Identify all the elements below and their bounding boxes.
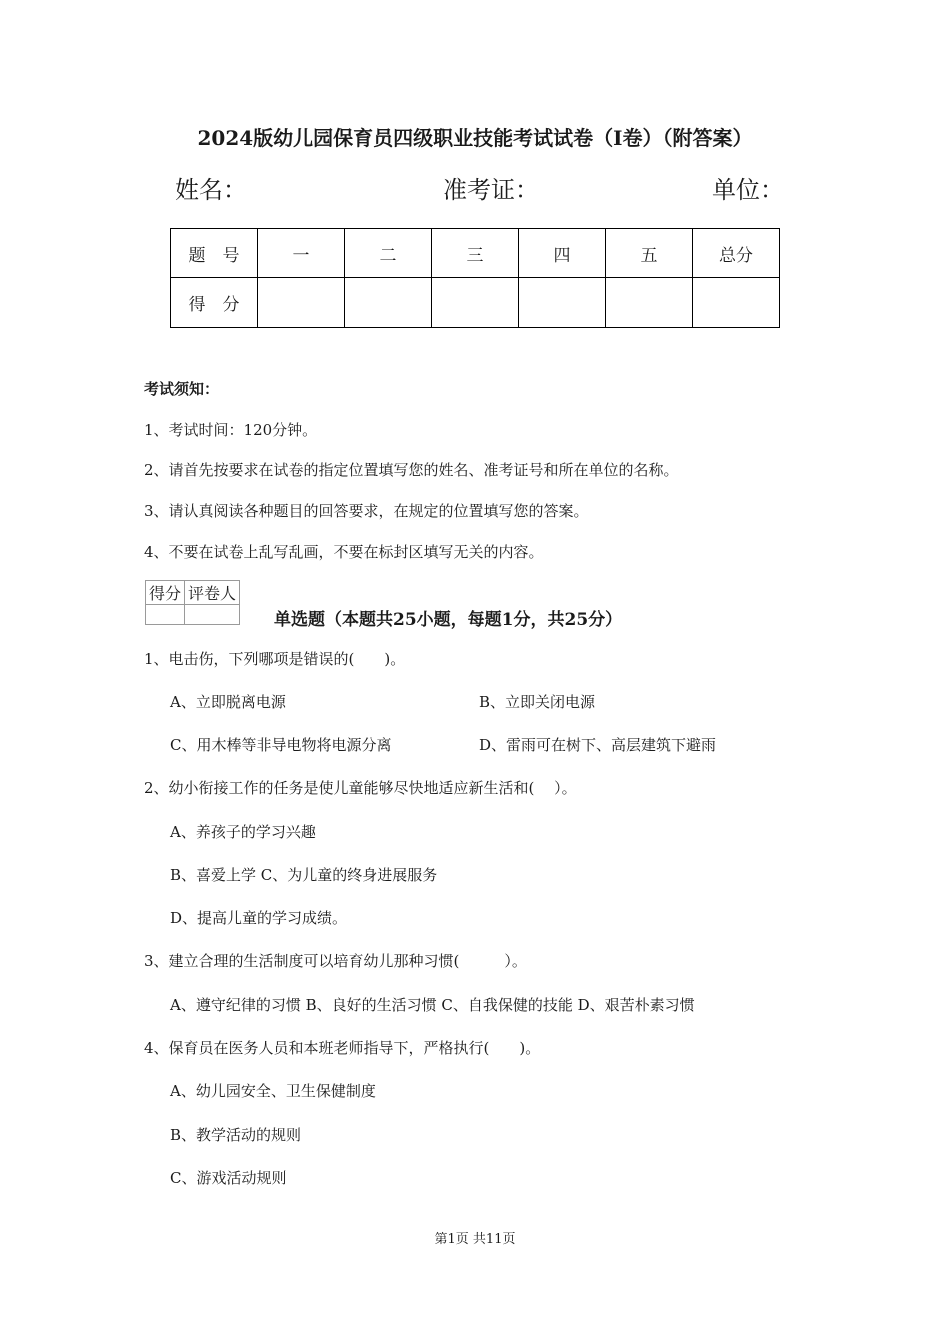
option-a: A、幼儿园安全、卫生保健制度 <box>170 1082 376 1100</box>
score-table-score-label: 得 分 <box>171 278 258 328</box>
option-list: A、遵守纪律的习惯 B、良好的生活习惯 C、自我保健的技能 D、艰苦朴素习惯 <box>170 996 695 1014</box>
score-table-score-row <box>171 278 780 328</box>
score-table-score-cell[interactable] <box>345 278 432 328</box>
option-d: D、提高儿童的学习成绩。 <box>170 909 348 927</box>
question-stem: 4、保育员在医务人员和本班老师指导下，严格执行( )。 <box>144 1039 541 1057</box>
exam-number-field-label: 准考证： <box>443 176 539 204</box>
score-table <box>170 228 780 328</box>
notice-heading: 考试须知： <box>144 380 220 398</box>
grader-box <box>145 580 240 625</box>
notice-item: 4、不要在试卷上乱写乱画，不要在标封区填写无关的内容。 <box>144 543 544 561</box>
score-table-header-cell: 四 <box>519 229 606 278</box>
notice-item: 2、请首先按要求在试卷的指定位置填写您的姓名、准考证号和所在单位的名称。 <box>144 461 679 479</box>
question-stem: 1、电击伤，下列哪项是错误的( )。 <box>144 650 406 668</box>
score-table-header-cell: 二 <box>345 229 432 278</box>
grader-name-label: 评卷人 <box>185 581 240 605</box>
unit-field-label: 单位： <box>712 176 784 204</box>
option-a: A、养孩子的学习兴趣 <box>170 823 316 841</box>
option-c: C、用木棒等非导电物将电源分离 <box>170 736 392 754</box>
option-c: C、游戏活动规则 <box>170 1169 287 1187</box>
score-table-header-cell: 总分 <box>693 229 780 278</box>
page-footer: 第1页 共11页 <box>434 1232 516 1247</box>
option-a: A、立即脱离电源 <box>170 693 286 711</box>
score-table-score-cell[interactable] <box>519 278 606 328</box>
option-b-c: B、喜爱上学 C、为儿童的终身进展服务 <box>170 866 438 884</box>
score-table-score-cell[interactable] <box>258 278 345 328</box>
score-table-score-cell[interactable] <box>693 278 780 328</box>
notice-item: 1、考试时间：120分钟。 <box>144 421 318 439</box>
question-stem: 3、建立合理的生活制度可以培育幼儿那种习惯( ）。 <box>144 952 527 970</box>
score-table-header-label: 题 号 <box>171 229 258 278</box>
score-table-score-cell[interactable] <box>432 278 519 328</box>
grader-score-label: 得分 <box>146 581 185 605</box>
score-table-header-cell: 五 <box>606 229 693 278</box>
option-b: B、教学活动的规则 <box>170 1126 302 1144</box>
page-title: 2024版幼儿园保育员四级职业技能考试试卷（I卷）（附答案） <box>197 126 753 150</box>
option-d: D、雷雨可在树下、高层建筑下避雨 <box>479 736 717 754</box>
score-table-header-row <box>171 229 780 278</box>
option-b: B、立即关闭电源 <box>479 693 596 711</box>
notice-item: 3、请认真阅读各种题目的回答要求，在规定的位置填写您的答案。 <box>144 502 589 520</box>
question-stem: 2、幼小衔接工作的任务是使儿童能够尽快地适应新生活和( ）。 <box>144 779 577 797</box>
grader-score-cell[interactable] <box>146 605 185 625</box>
score-table-score-cell[interactable] <box>606 278 693 328</box>
section-title: 单选题（本题共25小题，每题1分，共25分） <box>274 610 623 630</box>
grader-name-cell[interactable] <box>185 605 240 625</box>
name-field-label: 姓名： <box>175 176 247 204</box>
score-table-header-cell: 一 <box>258 229 345 278</box>
score-table-header-cell: 三 <box>432 229 519 278</box>
